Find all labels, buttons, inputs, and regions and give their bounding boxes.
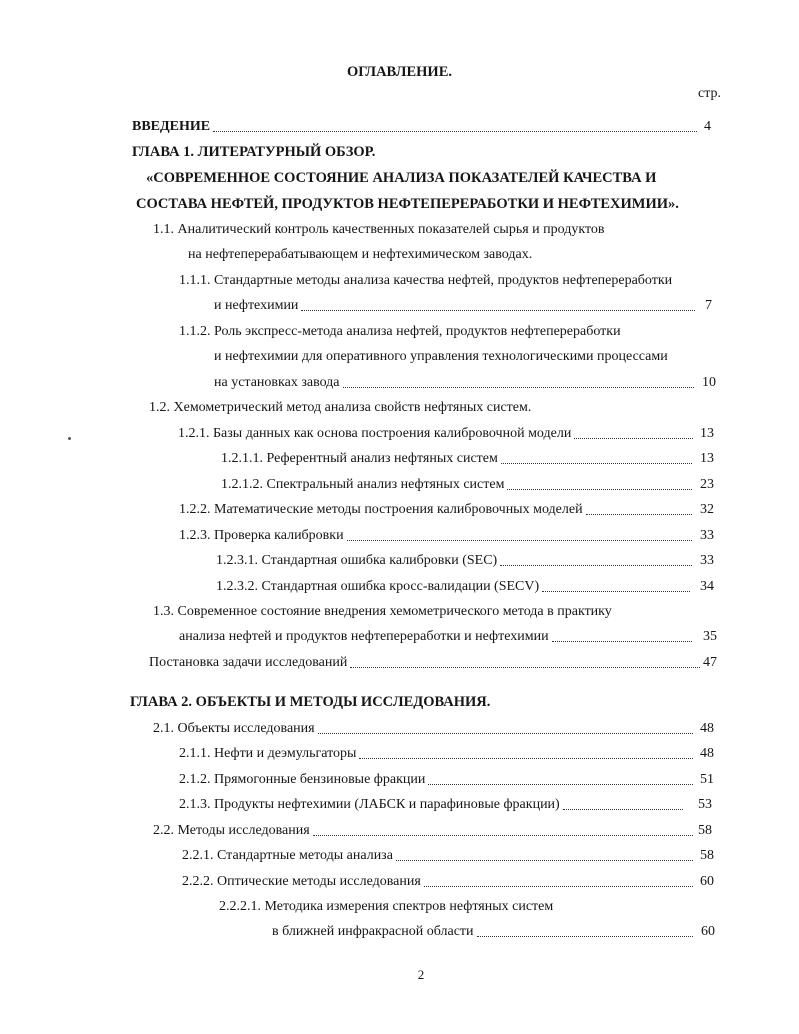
toc-entry: Постановка задачи исследований: [149, 655, 348, 670]
toc-entry: 1.2.3. Проверка калибровки: [179, 528, 344, 543]
leader-dots: [318, 733, 693, 734]
leader-dots: [477, 936, 693, 937]
leader-dots: [213, 131, 697, 132]
toc-entry: 2.1.2. Прямогонные бензиновые фракции: [179, 772, 426, 787]
toc-page-number: 35: [703, 629, 717, 644]
toc-entry: и нефтехимии для оперативного управления технологическими процессами: [214, 349, 668, 364]
page-title: ОГЛАВЛЕНИЕ.: [346, 64, 453, 80]
leader-dots: [507, 489, 692, 490]
leader-dots: [313, 835, 693, 836]
leader-dots: [396, 860, 693, 861]
leader-dots: [424, 886, 693, 887]
toc-entry: 1.2.3.1. Стандартная ошибка калибровки (SEC): [216, 553, 498, 568]
toc-entry: 2.2.2. Оптические методы исследования: [182, 874, 421, 889]
toc-entry: 1.2.2. Математические методы построения калибровочных моделей: [179, 502, 583, 517]
leader-dots: [343, 387, 694, 388]
leader-dots: [501, 463, 692, 464]
toc-entry: ГЛАВА 1. ЛИТЕРАТУРНЫЙ ОБЗОР.: [132, 144, 376, 160]
toc-page-number: 32: [700, 502, 714, 517]
leader-dots: [428, 784, 693, 785]
leader-dots: [563, 809, 683, 810]
toc-entry: 2.2. Методы исследования: [153, 823, 310, 838]
toc-page-number: 33: [700, 553, 714, 568]
leader-dots: [359, 758, 693, 759]
toc-entry: 2.1. Объекты исследования: [153, 721, 315, 736]
toc-page-number: 10: [702, 375, 716, 390]
toc-page-number: 47: [703, 655, 717, 670]
toc-entry: 1.1. Аналитический контроль качественных показателей сырья и продуктов: [153, 222, 605, 237]
toc-page-number: 13: [700, 426, 714, 441]
leader-dots: [350, 667, 700, 668]
toc-entry: на установках завода: [214, 375, 340, 390]
toc-entry: 2.2.1. Стандартные методы анализа: [182, 848, 393, 863]
toc-entry: «СОВРЕМЕННОЕ СОСТОЯНИЕ АНАЛИЗА ПОКАЗАТЕЛЕЙ КАЧЕСТВА И: [146, 170, 657, 186]
toc-entry: на нефтеперерабатывающем и нефтехимическом заводах.: [188, 247, 533, 262]
toc-page-number: 58: [698, 823, 712, 838]
toc-page-number: 4: [704, 119, 711, 134]
toc-entry: 1.3. Современное состояние внедрения хемометрического метода в практику: [153, 604, 612, 619]
scan-speck: [68, 437, 71, 440]
toc-entry: 1.2.1.2. Спектральный анализ нефтяных систем: [221, 477, 505, 492]
toc-entry: ВВЕДЕНИЕ: [132, 119, 211, 134]
toc-page-number: 33: [700, 528, 714, 543]
leader-dots: [552, 641, 692, 642]
toc-entry: СОСТАВА НЕФТЕЙ, ПРОДУКТОВ НЕФТЕПЕРЕРАБОТКИ И НЕФТЕХИМИИ».: [136, 196, 679, 212]
toc-page-number: 34: [700, 579, 714, 594]
toc-entry: ГЛАВА 2. ОБЪЕКТЫ И МЕТОДЫ ИССЛЕДОВАНИЯ.: [130, 694, 491, 710]
toc-entry: 1.1.2. Роль экспресс-метода анализа нефтей, продуктов нефтепереработки: [179, 324, 621, 339]
leader-dots: [500, 565, 692, 566]
toc-page-number: 23: [700, 477, 714, 492]
page-column-label: стр.: [697, 86, 721, 101]
toc-entry: 1.2.1.1. Референтный анализ нефтяных систем: [221, 451, 498, 466]
toc-page-number: 48: [700, 746, 714, 761]
toc-entry: 2.1.1. Нефти и деэмульгаторы: [179, 746, 357, 761]
toc-page-number: 60: [700, 874, 714, 889]
leader-dots: [347, 540, 692, 541]
leader-dots: [574, 438, 693, 439]
leader-dots: [586, 514, 692, 515]
toc-entry: 2.2.2.1. Методика измерения спектров нефтяных систем: [219, 899, 554, 914]
toc-entry: 1.2.1. Базы данных как основа построения калибровочной модели: [178, 426, 572, 441]
toc-entry: 1.1.1. Стандартные методы анализа качества нефтей, продуктов нефтепереработки: [179, 273, 673, 288]
toc-entry: 1.2. Хемометрический метод анализа свойств нефтяных систем.: [149, 400, 532, 415]
toc-page-number: 13: [700, 451, 714, 466]
leader-dots: [542, 591, 690, 592]
toc-entry: в ближней инфракрасной области: [272, 924, 474, 939]
toc-page-number: 60: [701, 924, 715, 939]
toc-entry: 1.2.3.2. Стандартная ошибка кросс-валидации (SECV): [216, 579, 540, 594]
page-number: 2: [417, 967, 425, 982]
toc-page-number: 48: [700, 721, 714, 736]
toc-page-number: 7: [705, 298, 712, 313]
toc-entry: и нефтехимии: [214, 298, 299, 313]
toc-entry: 2.1.3. Продукты нефтехимии (ЛАБСК и парафиновые фракции): [179, 797, 560, 812]
toc-page-number: 51: [700, 772, 714, 787]
toc-entry: анализа нефтей и продуктов нефтепереработки и нефтехимии: [179, 629, 549, 644]
toc-page-number: 53: [698, 797, 712, 812]
leader-dots: [301, 310, 695, 311]
toc-page-number: 58: [700, 848, 714, 863]
